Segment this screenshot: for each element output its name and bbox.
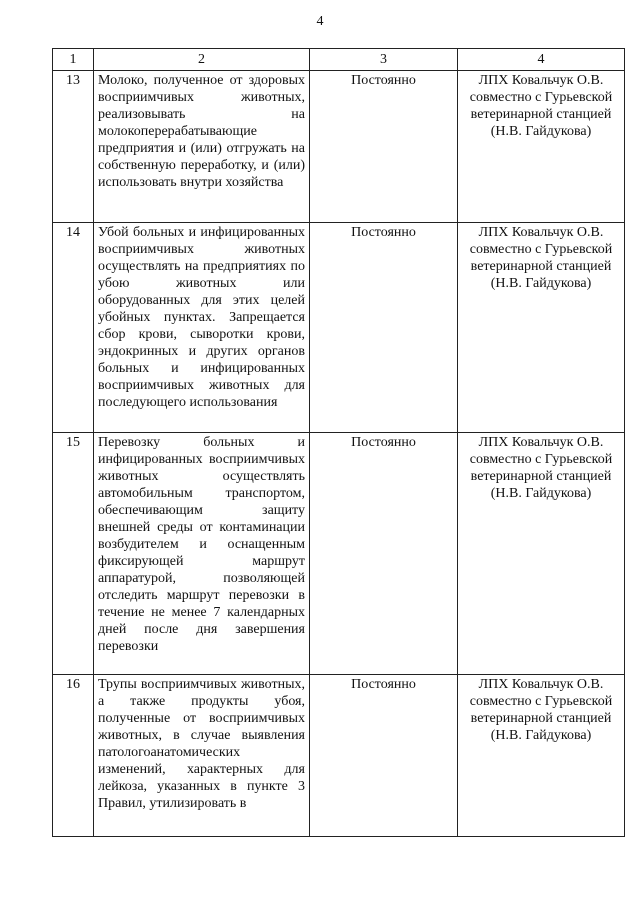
column-header: 2 <box>94 49 310 71</box>
measure-responsible: ЛПХ Ковальчук О.В. совместно с Гурьевской ветеринарной станцией (Н.В. Гайдукова) <box>458 223 625 433</box>
measure-description: Молоко, полученное от здоровых восприимчивых животных, реализовывать на молокоперерабатывающие предприятия и (или) отгружать на собственную переработку, и (или) использовать внутри хозяйства <box>94 71 310 223</box>
measure-responsible: ЛПХ Ковальчук О.В. совместно с Гурьевской ветеринарной станцией (Н.В. Гайдукова) <box>458 675 625 837</box>
measure-term: Постоянно <box>310 675 458 837</box>
page-number: 4 <box>316 14 324 29</box>
row-number: 13 <box>53 71 94 223</box>
measure-term: Постоянно <box>310 71 458 223</box>
column-header: 3 <box>310 49 458 71</box>
measure-term: Постоянно <box>310 223 458 433</box>
measure-description: Перевозку больных и инфицированных восприимчивых животных осуществлять автомобильным транспортом, обеспечивающим защиту внешней среды от контаминации возбудителем и оснащенным фиксирующей маршрут аппаратурой, позволяющей отследить маршрут перевозки в течение не менее 7 календарных дней после дня завершения перевозки <box>94 433 310 675</box>
measures-table <box>52 48 625 837</box>
column-header: 4 <box>458 49 625 71</box>
column-header: 1 <box>53 49 94 71</box>
table-row <box>53 675 625 837</box>
table-row <box>53 433 625 675</box>
row-number: 14 <box>53 223 94 433</box>
measure-term: Постоянно <box>310 433 458 675</box>
table-row <box>53 71 625 223</box>
table-header-row <box>53 49 625 71</box>
measure-responsible: ЛПХ Ковальчук О.В. совместно с Гурьевской ветеринарной станцией (Н.В. Гайдукова) <box>458 71 625 223</box>
table-row <box>53 223 625 433</box>
measure-description: Убой больных и инфицированных восприимчивых животных осуществлять на предприятиях по убою животных или оборудованных для этих целей убойных пунктах. Запрещается сбор крови, сыворотки крови, эндокринных и других органов больных и инфицированных восприимчивых животных для последующего использования <box>94 223 310 433</box>
row-number: 15 <box>53 433 94 675</box>
row-number: 16 <box>53 675 94 837</box>
measure-description: Трупы восприимчивых животных, а также продукты убоя, полученные от восприимчивых животных, в случае выявления патологоанатомических изменений, характерных для лейкоза, указанных в пункте 3 Правил, утилизировать в <box>94 675 310 837</box>
measure-responsible: ЛПХ Ковальчук О.В. совместно с Гурьевской ветеринарной станцией (Н.В. Гайдукова) <box>458 433 625 675</box>
